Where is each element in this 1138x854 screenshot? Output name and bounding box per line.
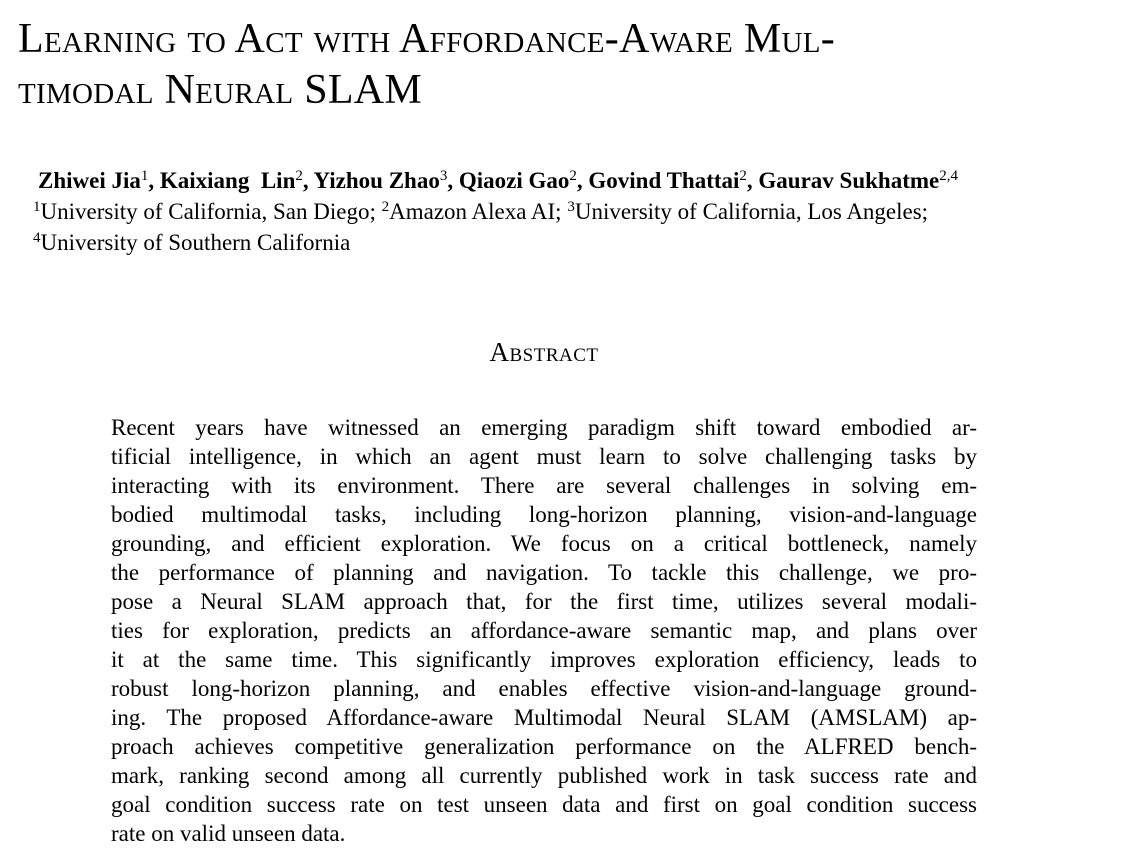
abstract-line: Recent years have witnessed an emerging paradigm shift toward embodied ar- (111, 415, 977, 440)
author-name: Yizhou Zhao (313, 168, 440, 193)
author-affiliation-mark: 1 (140, 168, 149, 184)
affiliations-line (33, 228, 350, 258)
abstract-line: bodied multimodal tasks, including long-horizon planning, vision-and-language (111, 502, 977, 527)
title-line: timodal Neural SLAM (18, 67, 423, 113)
affiliation-text: Amazon Alexa AI; (389, 199, 562, 224)
paper-title (18, 14, 1118, 116)
affiliation-number: 2 (381, 199, 390, 215)
abstract-line: proach achieves competitive generalization performance on the ALFRED bench- (111, 734, 977, 759)
abstract-line: goal condition success rate on test unseen data and first on goal condition success (111, 792, 977, 817)
abstract-line: mark, ranking second among all currently published work in task success rate and (111, 763, 977, 788)
abstract-line: rate on valid unseen data. (111, 821, 346, 846)
affiliation-text: University of Southern California (40, 230, 351, 255)
author-name: Gaurav Sukhatme (758, 168, 940, 193)
abstract-line: ties for exploration, predicts an affordance-aware semantic map, and plans over (111, 618, 977, 643)
author-affiliation-mark: 2 (295, 168, 303, 184)
abstract-heading: Abstract (489, 337, 599, 367)
author-affiliation-mark: 2,4 (939, 168, 959, 184)
abstract-line: pose a Neural SLAM approach that, for the first time, utilizes several modali- (111, 589, 977, 614)
affiliation-text: University of California, San Diego; (40, 199, 376, 224)
author-affiliation-mark: 3 (439, 168, 448, 184)
abstract-line: interacting with its environment. There are several challenges in solving em- (111, 473, 977, 498)
abstract-line: it at the same time. This significantly improves exploration efficiency, leads to (111, 647, 977, 672)
abstract-line: robust long-horizon planning, and enables effective vision-and-language ground- (111, 676, 977, 701)
affiliation-number: 1 (33, 199, 41, 215)
author-name: Kaixiang Lin (159, 168, 296, 193)
author-name: Govind Thattai (588, 168, 740, 193)
author-list: Zhiwei Jia$^1$, Kaixiang Lin$^2$, Yizhou Zhao$^3$, Qiaozi Gao$^2$, Govind Thattai$^2$, Gaurav Sukhatme$^{2,4}$ (38, 168, 959, 193)
affiliation-text: University of California, Los Angeles; (574, 199, 929, 224)
author-affiliation-mark: 2 (569, 168, 577, 184)
author-affiliation-mark: 2 (739, 168, 747, 184)
title-line: Learning to Act with Affordance-Aware Mul- (18, 16, 836, 62)
abstract-line: ing. The proposed Affordance-aware Multimodal Neural SLAM (AMSLAM) ap- (111, 705, 977, 730)
affiliation-number: 3 (567, 199, 575, 215)
abstract-body (111, 413, 977, 848)
affiliation-number: 4 (33, 230, 41, 246)
abstract-line: grounding, and efficient exploration. We focus on a critical bottleneck, namely (111, 531, 977, 556)
abstract-line: the performance of planning and navigation. To tackle this challenge, we pro- (111, 560, 977, 585)
author-name: Qiaozi Gao (458, 168, 570, 193)
author-name: Zhiwei Jia (38, 168, 141, 193)
abstract-line: tificial intelligence, in which an agent must learn to solve challenging tasks by (111, 444, 977, 469)
affiliations-line (33, 197, 928, 227)
